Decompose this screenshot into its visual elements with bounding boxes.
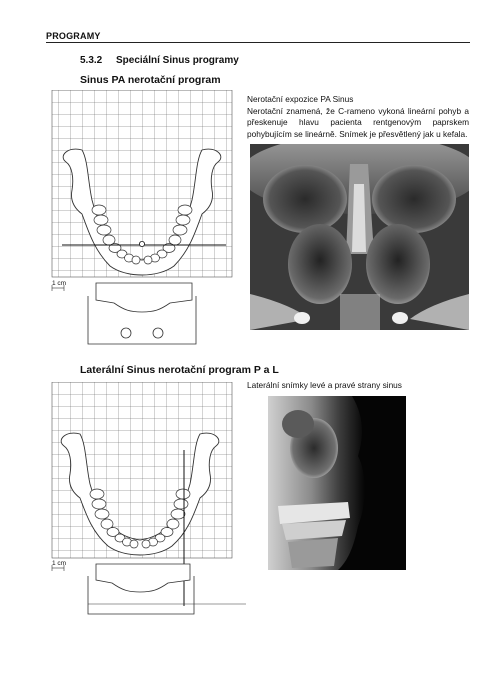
sinus-lateral-heading: Laterální Sinus nerotační program P a L — [80, 364, 279, 376]
sinus-pa-xray-image — [250, 144, 469, 330]
sinus-lateral-scale-label: 1 cm — [52, 560, 67, 567]
sinus-lateral-description — [247, 380, 469, 392]
page-header-label: PROGRAMY — [46, 31, 101, 41]
sinus-pa-heading: Sinus PA nerotační program — [80, 74, 221, 86]
sinus-lateral-diagram — [46, 382, 246, 618]
sinus-pa-scale-label: 1 cm — [52, 280, 67, 287]
sinus-pa-description — [247, 94, 469, 140]
section-number: 5.3.2 — [80, 55, 103, 66]
sinus-pa-diagram — [46, 90, 240, 352]
sinus-lateral-body: Laterální snímky levé a pravé strany sinus — [247, 380, 402, 390]
header-divider — [46, 42, 470, 43]
sinus-lateral-xray-image — [268, 396, 406, 570]
section-title: Speciální Sinus programy — [116, 55, 239, 66]
sinus-pa-title-line: Nerotační expozice PA Sinus — [247, 94, 354, 104]
sinus-pa-body: Nerotační znamená, že C-rameno vykoná lineární pohyb a přeskenuje hlavu pacienta rentgenovým paprskem pohybujícím se lineárně. Snímek je přesvětlený jak u kefala. — [247, 105, 469, 139]
